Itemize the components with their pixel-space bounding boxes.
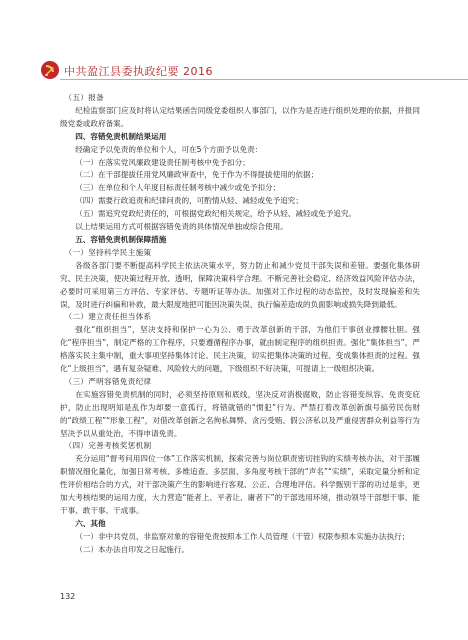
paragraph: （三）在单位和个人年度目标责任制考核中减少或免予扣分； (75, 183, 281, 193)
paragraph: （一）在落实党风廉政建设责任制考核中免予扣分； (75, 157, 250, 167)
subsection-heading: （一）坚持科学民主施策 (64, 247, 152, 257)
header-rule (60, 79, 468, 80)
paragraph: （五）需追究党政纪责任的，可根据党政纪相关规定，给予从轻、减轻或免予追究。 (75, 209, 357, 219)
page-header (0, 60, 468, 82)
paragraph: （四）需要行政追责和纪律问责的，可酌情从轻、减轻或免予追究； (75, 196, 303, 206)
document-body (60, 92, 420, 557)
section-heading: 六、其他 (75, 518, 106, 528)
paragraph: 强化“组织担当”，坚决支持和保护一心为公、勇于改革创新的干部，为他们干事创业撑腰壮胆。强化“程序担当”，制定严格的工作程序，只要遵循程序办事，就由制定程序的组织担责。强化“集体担当”，严格落实民主集中制，重大事项坚持集体讨论、民主决策，切实把集体决策的过程、变成集体担责的过程。强化“上级担当”，遇有复杂疑难、风险较大的问题，下级组织不好决策，可提请上一级组织决策。 (60, 325, 420, 374)
paragraph: 各级各部门要不断提高科学民主依法决策水平，努力防止和减少党员干部失误和差错。要强化集体研究、民主决策，使决策过程开放、透明，保障决策科学合理。不断完善社会稳定、经济效益风险评估办法，必要时可采用第三方评估、专家评估、专题听证等办法。加强对工作过程的动态监控，及时发现偏差和失误，及时进行纠偏和补救，最大限度地把可能因决策失误、执行偏差造成的负面影响或损失降到最低。 (60, 260, 420, 309)
header-title: 中共盈江县委执政纪要 2016 (64, 65, 213, 78)
paragraph: 以上结果运用方式可根据容错免责的具体情况单独或综合使用。 (75, 222, 288, 232)
section-heading: 四、容错免责机制结果运用 (75, 131, 167, 141)
paragraph: （二）在干部提拔任用党风廉政审查中，免于作为不得提拔使用的依据； (75, 170, 319, 180)
subsection-heading: （二）建立责任担当体系 (64, 312, 152, 322)
subsection-heading: （三）严明容错免责纪律 (64, 376, 152, 386)
paragraph: 经确定予以免责的单位和个人，可在5个方面予以免责： (75, 144, 263, 154)
paragraph: （一）非中共党员、非监察对象的容错免责按照本工作人员管理（干管）权限参照本实施办法执行； (75, 531, 410, 541)
paragraph: （二）本办法自印发之日起施行。 (75, 544, 190, 554)
party-emblem-icon (40, 60, 60, 80)
subsection-heading: （四）完善考核奖惩机制 (64, 441, 152, 451)
paragraph: 在实施容错免责机制的同时，必须坚持原则和底线，坚决反对消极腐败，防止容错变纵容、免责变庇护，防止出现明知是乱作为却要一意孤行，将错就错的“惯犯”行为。严禁打着改革创新旗号搞劳民伤财的“政绩工程”“形象工程”，对借改革创新之名徇私舞弊、贪污受贿、假公济私以及严重侵害群众利益等行为坚决予以从重处治，不得申请免责。 (60, 389, 420, 438)
section-heading: 五、容错免责机制保障措施 (75, 234, 167, 244)
subsection-heading: （五）报备 (64, 93, 105, 102)
page-number: 132 (60, 592, 76, 601)
paragraph: 纪检监察部门应及时将认定结果函告同级党委组织人事部门，以作为是否进行组织处理的依据，并报同级党委或政府备案。 (60, 105, 420, 128)
paragraph: 充分运用“督考问用四位一体”工作落实机制，探索完善与岗位职责密切挂钩的实绩考核办法，对干部履职情况细化量化，加强日常考核、多维追查、多层面、多角度考核干部的“声名”“实绩”，采取定量分析和定性评价相结合的方式，对干部决策产生的影响进行客观、公正、合理地评估。科学甄别干部的功过是非，更加大考核结果的运用力度，大力营造“能者上、平者让、庸者下”的干部选用环境，推动领导干部想干事、能干事、敢干事、干成事。 (60, 454, 420, 515)
